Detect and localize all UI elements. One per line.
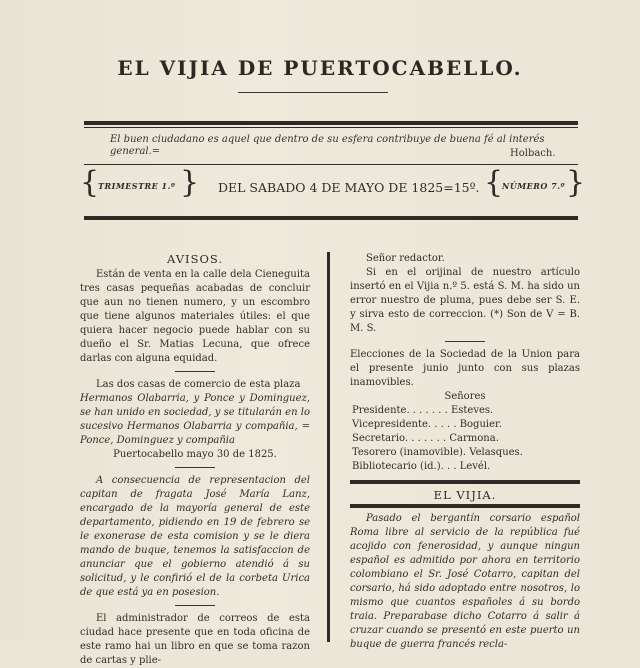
officer-row: Presidente. . . . . . . Esteves. [352, 405, 494, 416]
corsair-article: Pasado el bergantín corsario español Roma libre al servicio de la república fué acojido con fenerosidad, y aunque ningun español es admitido por ahora en territorio colombiano el Sr. José Cotarro, capitan del corsario, há sido adoptado entre nosotros, lo mismo que cuantos españoles á su bordo traia. Preparabase dicho Cotarro á salir á cruzar cuando se presentó en este puerto un buque de guerra francés recla- [350, 513, 580, 650]
separator [175, 605, 215, 606]
newspaper-title: EL VIJIA DE PUERTOCABELLO. [117, 56, 523, 80]
section-rule-bottom [350, 504, 580, 508]
dateline-rule-top [84, 164, 578, 165]
notice-merger-intro: Las dos casas de comercio de esta plaza [96, 379, 301, 390]
officer-row: Bibliotecario (id.). . . Levél. [352, 461, 491, 472]
motto-author: Holbach. [510, 148, 556, 159]
right-brace-close: } [566, 165, 586, 200]
senores-label: Señores [444, 391, 486, 402]
right-column [350, 252, 580, 652]
masthead-rule-top [84, 121, 578, 125]
officers-list [350, 404, 580, 474]
left-brace: { [80, 165, 100, 200]
separator [175, 371, 215, 372]
notice-houses-for-sale: Están de venta en la calle dela Cieneguita tres casas pequeñas acabadas de concluir que aun no tienen numero, y un escombro que tiene algunos materiales útiles: el que quiera hacer negocio puede hablar con su dueño el Sr. Matias Lecuna, que ofrece darlas con alguna equidad. [80, 269, 310, 364]
trimester-label: TRIMESTRE 1.º [98, 181, 176, 191]
notice-merger-body: Hermanos Olabarria, y Ponce y Dominguez, se han unido en sociedad, y se titularán en lo sucesivo Hermanos Olabarria y compañia, = Ponce, Dominguez y compañia [80, 393, 310, 446]
issue-date: DEL SABADO 4 DE MAYO DE 1825=15º. [218, 180, 480, 195]
el-vijia-heading: EL VIJIA. [433, 488, 497, 502]
letter-salutation: Señor redactor. [366, 253, 445, 264]
officer-row: Tesorero (inamovible). Velasques. [352, 447, 523, 458]
column-divider [327, 252, 330, 642]
title-underline [238, 92, 388, 93]
notice-merger-sign: Puertocabello mayo 30 de 1825. [113, 449, 277, 460]
elections-notice: Elecciones de la Sociedad de la Union para el presente junio junto con sus plazas inamovibles. [350, 349, 580, 388]
separator [445, 341, 485, 342]
left-column [80, 252, 310, 668]
right-brace: { [484, 165, 504, 200]
separator [175, 467, 215, 468]
section-rule-top [350, 480, 580, 484]
letter-body: Si en el orijinal de nuestro artículo insertó en el Vijia n.º 5. está S. M. ha sido un error nuestro de pluma, pues debe ser S. E. y sirva esto de correccion. (*) Son de V = B. M. S. [350, 267, 580, 334]
officer-row: Vicepresidente. . . . . Boguier. [352, 419, 502, 430]
issue-number: NÚMERO 7.º [502, 181, 565, 191]
masthead-motto: El buen ciudadano es aquel que dentro de su esfera contribuye de buena fé al interés general.= [110, 134, 545, 157]
officer-row: Secretario. . . . . . . Carmona. [352, 433, 499, 444]
dateline-rule-bottom [84, 216, 578, 220]
notice-lanz: A consecuencia de representacion del capitan de fragata José María Lanz, encargado de la mayoría general de este departamento, pidiendo en 19 de febrero se le exonerase de esta comision y se le diera mando de buque, tenemos la satisfaccion de anunciar que el gobierno atendió á su solicitud, y le confirió el de la corbeta Urica de que está ya en posesion. [80, 475, 310, 598]
masthead-rule-top-thin [84, 127, 578, 128]
avisos-heading: AVISOS. [166, 252, 223, 266]
left-brace-close: } [180, 165, 200, 200]
notice-postmaster: El administrador de correos de esta ciudad hace presente que en toda oficina de este ramo hai un libro en que se toma razon de cartas y plie- [80, 613, 310, 666]
